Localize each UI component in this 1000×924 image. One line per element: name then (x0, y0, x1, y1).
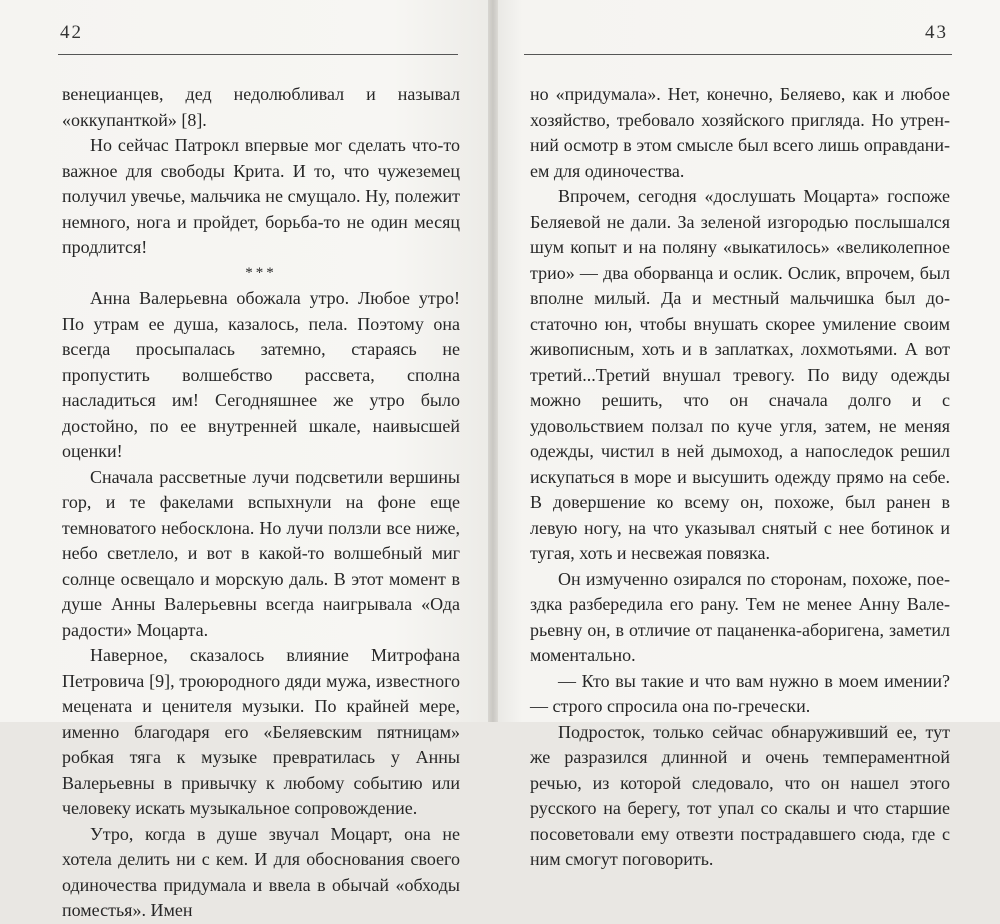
page-number-left: 42 (60, 22, 83, 43)
page-number-right: 43 (925, 22, 948, 43)
left-page-text (62, 82, 460, 924)
paragraph: Впрочем, сегодня «дослушать Моцарта» госпоже Беляевой не дали. За зеленой изгородью послышался шум копыт и на поляну «выкатилось» «великолепное трио» — два оборванца и ослик. Ослик, впрочем, был вполне милый. Да и местный мальчишка был достаточно юн, чтобы внушать скорее умиление своим живописным, хоть и в заплатках, лохмотьями. А вот третий...Третий внушал тревогу. По виду одежды можно решить, что он сначала долго и с удовольствием ползал по куче угля, затем, не меняя одежды, чистил в ней дымоход, а напоследок решил искупаться в море и высушить одежду прямо на себе. В довершение ко всему он, похоже, был ранен в левую ногу, на что указывал снятый с нее ботинок и тугая, хоть и несвежая повязка. (530, 186, 950, 563)
paragraph: венецианцев, дед недолюбливал и называл «оккупанткой» [8]. (62, 84, 460, 130)
paragraph: Он измученно озирался по сторонам, похоже, поездка разбередила его рану. Тем не менее Анну Валерьевну он, в отличие от пацаненка-аборигена, заметил моментально. (530, 568, 950, 665)
right-page (492, 0, 1000, 869)
section-separator: *** (245, 264, 277, 281)
paragraph: но «придумала». Нет, конечно, Беляево, как и любое хозяйство, требовало хозяйского пригляда. Но утренний осмотр в этом смысле был всего лишь оправданием для одиночества. (530, 84, 950, 181)
paragraph: — Кто вы такие и что вам нужно в моем имении? — строго спросила она по-гречески. (530, 670, 950, 716)
paragraph: Подросток, только сейчас обнаруживший ее, тут же разразился длинной и очень темпераментной речью, из которой следовало, что он нашел этого русского на берегу, тот упал со скалы и что старшие посоветовали ему отвезти пострадавшего сюда, где с ним смогут поговорить. (530, 721, 950, 869)
paragraph: Анна Валерьевна обожала утро. Любое утро! По утрам ее душа, казалось, пела. Поэтому она всегда просыпалась затемно, стараясь не пропустить волшебство рассвета, сполна насладиться им! Сегодняшнее же утро было достойно, по ее внутренней шкале, наивысшей оценки! (62, 288, 460, 461)
right-page-text (530, 82, 950, 873)
header-rule-right (524, 54, 952, 55)
left-page (0, 0, 492, 920)
book-gutter (488, 0, 498, 722)
paragraph: Утро, когда в душе звучал Моцарт, она не хотела делить ни с кем. И для обоснования своего одиночества придумала и ввела в обычай «обходы поместья». Имен (62, 823, 460, 920)
paragraph: Наверное, сказалось влияние Митрофана Петровича [9], троюродного дяди мужа, известного мецената и ценителя музыки. По крайней мере, именно благодаря его «Беляевским пятницам» робкая тяга к музыке превратилась у Анны Валерьевны в привычку к любому событию или человеку искать музыкальное сопровождение. (62, 645, 460, 818)
paragraph: Но сейчас Патрокл впервые мог сделать что-то важное для свободы Крита. И то, что чужеземец получил увечье, мальчика не смущало. Ну, полежит немного, нога и пройдет, борьба-то не один месяц продлится! (62, 135, 460, 257)
paragraph: Сначала рассветные лучи подсветили вершины гор, и те факелами вспыхнули на фоне еще темноватого небосклона. Но лучи ползли все ниже, небо светлело, и вот в какой-то волшебный миг солнце освещало и морскую даль. В этот момент в душе Анны Валерьевны всегда наигрывала «Ода радости» Моцарта. (62, 466, 460, 640)
header-rule-left (58, 54, 458, 55)
